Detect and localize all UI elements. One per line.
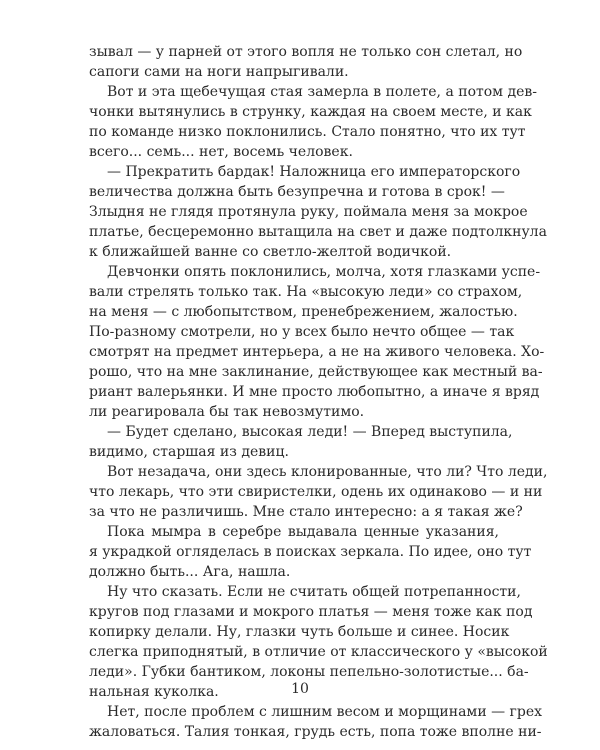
text-line-24: за что не различишь. Мне стало интересно: а я такая же? xyxy=(89,504,523,520)
body-text xyxy=(89,42,548,742)
text-line-10: платье, бесцеремонно вытащила на свет и даже подтолкнула xyxy=(89,224,547,240)
text-line-34: Нет, после проблем с лишним весом и морщинами — грех xyxy=(107,704,543,720)
text-line-21: видимо, старшая из девиц. xyxy=(89,444,289,460)
text-line-33: нальная куколка. xyxy=(89,684,219,700)
text-line-1: зывал — у парней от этого вопля не только сон слетал, но xyxy=(89,44,523,60)
text-line-11: к ближайшей ванне со светло-желтой водичкой. xyxy=(89,244,452,260)
text-line-13: вали стрелять только так. На «высокую леди» со страхом, xyxy=(89,284,523,300)
text-line-12: Девчонки опять поклонились, молча, хотя глазками успе- xyxy=(107,264,541,280)
text-line-31: слегка приподнятый, в отличие от классического у «высокой xyxy=(89,644,548,660)
text-line-2: сапоги сами на ноги напрыгивали. xyxy=(89,64,349,80)
text-line-32: леди». Губки бантиком, локоны пепельно-золотистые... ба- xyxy=(89,664,529,680)
text-line-25: Пока мымра в серебре выдавала ценные указания, xyxy=(107,524,499,540)
text-line-4: чонки вытянулись в струнку, каждая на своем месте, и как xyxy=(89,104,532,120)
text-line-14: на меня — с любопытством, пренебрежением, жалостью. xyxy=(89,304,518,320)
text-line-22: Вот незадача, они здесь клонированные, что ли? Что леди, xyxy=(107,464,548,480)
text-line-20: — Будет сделано, высокая леди! — Вперед выступила, xyxy=(107,424,513,440)
text-line-16: смотрят на предмет интерьера, а не на живого человека. Хо- xyxy=(89,344,545,360)
text-line-23: что лекарь, что эти свиристелки, одень их одинаково — и ни xyxy=(89,484,543,500)
text-line-5: по команде низко поклонились. Стало понятно, что их тут xyxy=(89,124,526,140)
page-number: 10 xyxy=(291,681,309,697)
text-line-17: рошо, что на мне заклинание, действующее как местный ва- xyxy=(89,364,543,380)
text-line-29: кругов под глазами и мокрого платья — меня тоже как под xyxy=(89,604,533,620)
text-line-27: должно быть... Ага, нашла. xyxy=(89,564,291,580)
text-line-19: ли реагировала бы так невозмутимо. xyxy=(89,404,365,420)
text-line-9: Злыдня не глядя протянула руку, поймала меня за мокрое xyxy=(89,204,528,220)
text-line-3: Вот и эта щебечущая стая замерла в полете, а потом дев- xyxy=(107,84,538,100)
text-line-7: — Прекратить бардак! Наложница его императорского xyxy=(107,164,521,180)
text-line-18: риант валерьянки. И мне просто любопытно, а иначе я вряд xyxy=(89,384,540,400)
text-line-26: я украдкой огляделась в поисках зеркала. По идее, оно тут xyxy=(89,544,532,560)
text-line-35: жаловаться. Талия тонкая, грудь есть, попа тоже вполне ни- xyxy=(89,724,542,740)
text-line-28: Ну что сказать. Если не считать общей потрепанности, xyxy=(107,584,521,600)
text-line-6: всего... семь... нет, восемь человек. xyxy=(89,144,353,160)
text-line-30: копирку делали. Ну, глазки чуть больше и синее. Носик xyxy=(89,624,510,640)
text-line-15: По-разному смотрели, но у всех было нечто общее — так xyxy=(89,324,515,340)
text-line-8: величества должна быть безупречна и готова в срок! — xyxy=(89,184,505,200)
